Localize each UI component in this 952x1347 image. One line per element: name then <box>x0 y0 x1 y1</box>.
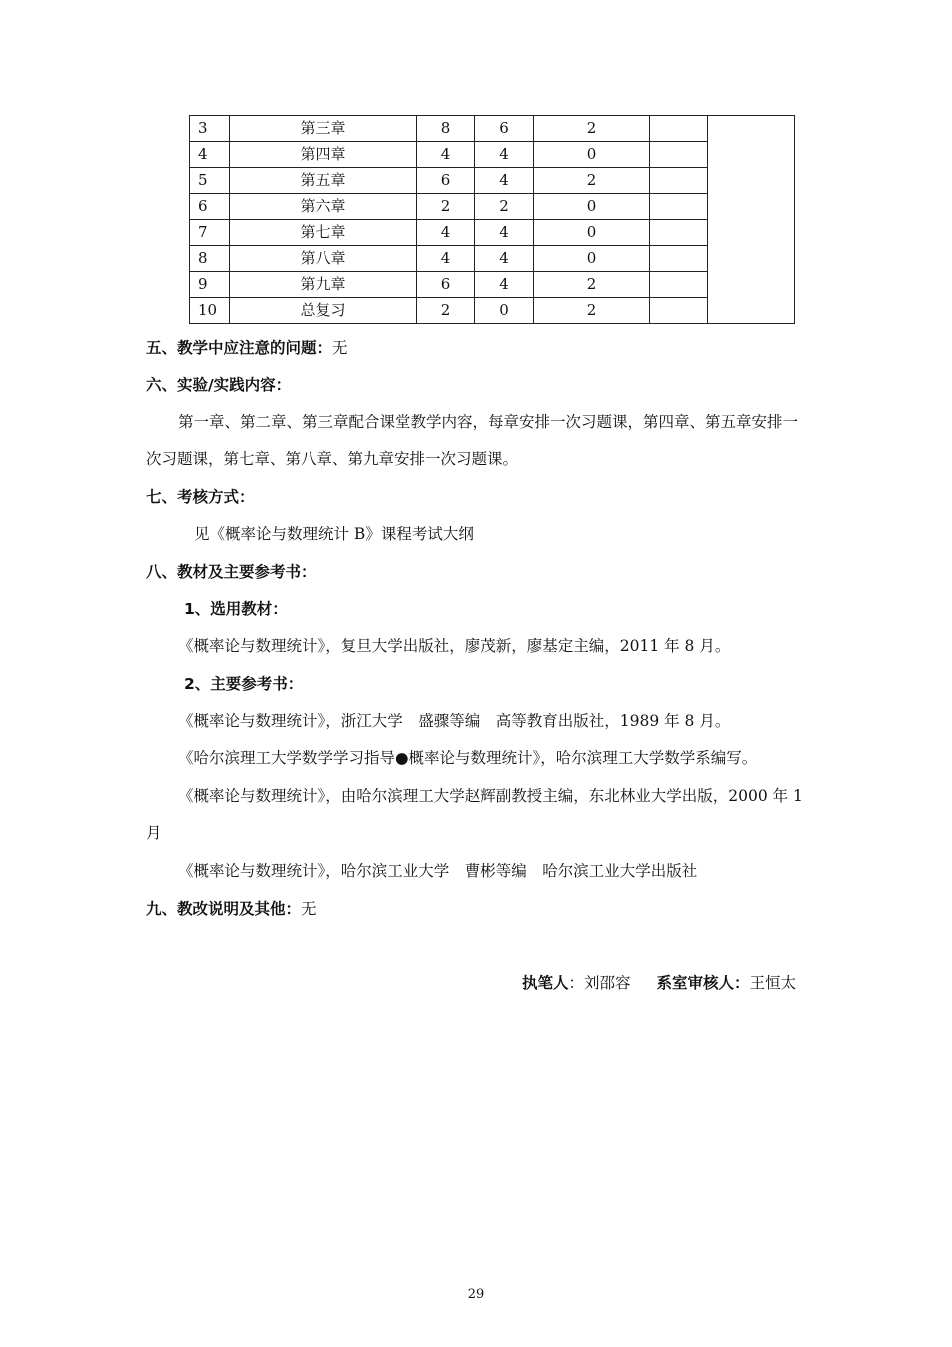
reference-2: 《哈尔滨理工大学数学学习指导●概率论与数理统计》，哈尔滨理工大学数学系编写。 <box>178 749 758 767</box>
reviewer-name: 王恒太 <box>749 974 797 992</box>
chapter-cell: 总复习 <box>230 298 417 324</box>
author-label: 执笔人 <box>522 974 569 992</box>
section-8-sub1: 1、选用教材： <box>184 600 288 618</box>
chapter-cell: 第三章 <box>230 116 417 142</box>
section-8-sub2: 2、主要参考书： <box>184 675 304 693</box>
total-hours-cell: 8 <box>417 116 475 142</box>
exercise-hours-cell: 2 <box>534 168 650 194</box>
section-5-heading: 五、教学中应注意的问题： <box>146 339 333 357</box>
table-row <box>190 116 795 142</box>
table-row <box>190 298 795 324</box>
section-5-text: 无 <box>332 339 348 357</box>
table-row <box>190 168 795 194</box>
chapter-cell: 第六章 <box>230 194 417 220</box>
row-number-cell: 3 <box>190 116 230 142</box>
exercise-hours-cell: 0 <box>534 194 650 220</box>
total-hours-cell: 4 <box>417 142 475 168</box>
chapter-cell: 第七章 <box>230 220 417 246</box>
reference-3-line1: 《概率论与数理统计》，由哈尔滨理工大学赵辉副教授主编，东北林业大学出版，2000 年 1 <box>178 787 803 805</box>
total-hours-cell: 4 <box>417 246 475 272</box>
section-7-heading: 七、考核方式： <box>146 488 255 506</box>
table-row <box>190 220 795 246</box>
section-6-para-line1: 第一章、第二章、第三章配合课堂教学内容，每章安排一次习题课，第四章、第五章安排一 <box>178 413 799 431</box>
empty-cell <box>650 246 708 272</box>
row-number-cell: 10 <box>190 298 230 324</box>
empty-cell <box>650 116 708 142</box>
table-row <box>190 272 795 298</box>
row-number-cell: 9 <box>190 272 230 298</box>
signature-line <box>522 971 796 993</box>
lecture-hours-cell: 4 <box>475 246 534 272</box>
exercise-hours-cell: 0 <box>534 246 650 272</box>
lecture-hours-cell: 4 <box>475 272 534 298</box>
chapter-cell: 第九章 <box>230 272 417 298</box>
row-number-cell: 4 <box>190 142 230 168</box>
exercise-hours-cell: 2 <box>534 272 650 298</box>
reference-4: 《概率论与数理统计》，哈尔滨工业大学 曹彬等编 哈尔滨工业大学出版社 <box>178 862 698 880</box>
section-8-heading: 八、教材及主要参考书： <box>146 563 317 581</box>
row-number-cell: 6 <box>190 194 230 220</box>
chapter-cell: 第四章 <box>230 142 417 168</box>
section-5 <box>146 336 348 358</box>
lecture-hours-cell: 4 <box>475 168 534 194</box>
reviewer-label: 系室审核人： <box>656 974 750 992</box>
section-6-para-line2: 次习题课，第七章、第八章、第九章安排一次习题课。 <box>146 450 519 468</box>
total-hours-cell: 4 <box>417 220 475 246</box>
empty-cell <box>650 220 708 246</box>
exercise-hours-cell: 2 <box>534 298 650 324</box>
section-9-heading: 九、教改说明及其他： <box>146 900 302 918</box>
row-number-cell: 7 <box>190 220 230 246</box>
author-separator: ： <box>568 974 585 992</box>
total-hours-cell: 2 <box>417 194 475 220</box>
lecture-hours-cell: 6 <box>475 116 534 142</box>
lecture-hours-cell: 2 <box>475 194 534 220</box>
merged-remarks-cell <box>708 116 795 324</box>
author-name: 刘邵容 <box>584 974 631 992</box>
table-row <box>190 142 795 168</box>
empty-cell <box>650 194 708 220</box>
table-row <box>190 246 795 272</box>
exercise-hours-cell: 2 <box>534 116 650 142</box>
total-hours-cell: 6 <box>417 168 475 194</box>
section-6-heading: 六、实验/实践内容： <box>146 376 292 394</box>
section-7-text: 见《概率论与数理统计 B》课程考试大纲 <box>194 525 474 543</box>
textbook-entry: 《概率论与数理统计》，复旦大学出版社，廖茂新，廖基定主编，2011 年 8 月。 <box>178 637 731 655</box>
exercise-hours-cell: 0 <box>534 220 650 246</box>
row-number-cell: 8 <box>190 246 230 272</box>
total-hours-cell: 2 <box>417 298 475 324</box>
page-number: 29 <box>467 1287 485 1302</box>
empty-cell <box>650 272 708 298</box>
lecture-hours-cell: 0 <box>475 298 534 324</box>
lecture-hours-cell: 4 <box>475 220 534 246</box>
exercise-hours-cell: 0 <box>534 142 650 168</box>
table-row <box>190 194 795 220</box>
empty-cell <box>650 168 708 194</box>
lecture-hours-cell: 4 <box>475 142 534 168</box>
total-hours-cell: 6 <box>417 272 475 298</box>
schedule-table <box>189 115 795 324</box>
empty-cell <box>650 142 708 168</box>
empty-cell <box>650 298 708 324</box>
section-9-text: 无 <box>301 900 317 918</box>
chapter-cell: 第八章 <box>230 246 417 272</box>
row-number-cell: 5 <box>190 168 230 194</box>
reference-1: 《概率论与数理统计》，浙江大学 盛骤等编 高等教育出版社，1989 年 8 月。 <box>178 712 731 730</box>
chapter-cell: 第五章 <box>230 168 417 194</box>
reference-3-line2: 月 <box>146 824 162 842</box>
section-9 <box>146 897 317 919</box>
